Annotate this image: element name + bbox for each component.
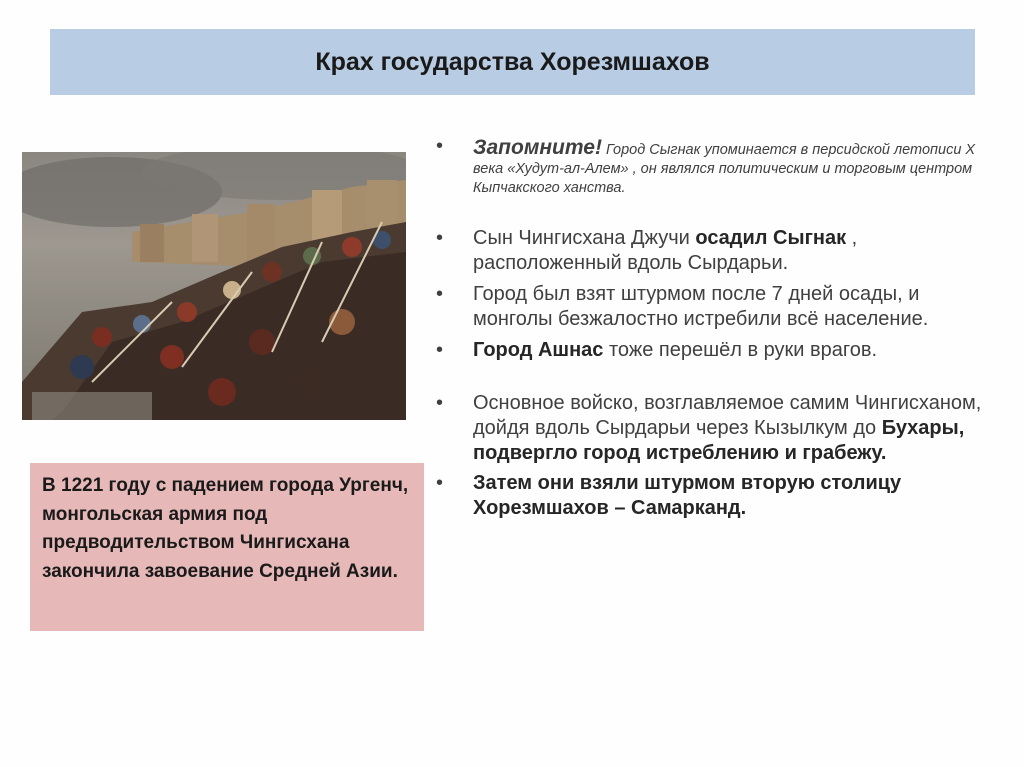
bullet-bold-text: осадил Сыгнак [695, 227, 847, 249]
bullet-siege-sygnak [430, 226, 1000, 276]
bullet-text: , расположенный вдоль Сырдарьи. [473, 227, 858, 274]
bullet-bold-text: Бухары, подвергло город истреблению и грабежу. [473, 417, 965, 464]
remember-lead: Запомните! [473, 136, 602, 159]
summary-note-text: В 1221 году с падением города Ургенч, монгольская армия под предводительством Чингисхана закончила завоевание Средней Азии. [42, 475, 409, 582]
bullet-ashnas [430, 338, 1000, 363]
bullet-remember [430, 138, 1000, 198]
bullet-bold-text: Затем они взяли штурмом вторую столицу Хорезмшахов – Самарканд. [473, 472, 902, 519]
bullet-text: Сын Чингисхана Джучи [473, 227, 696, 249]
bullet-bold-text: Город Ашнас [473, 339, 604, 361]
summary-note-box [30, 463, 424, 631]
bullet-list [430, 138, 1000, 521]
remember-text: Город Сыгнак упоминается в персидской летописи X века «Худут-ал-Алем» , он являлся политическим и торговым центром Кыпчакского ханства. [473, 142, 976, 196]
bullet-text: Город был взят штурмом после 7 дней осады, и монголы безжалостно истребили всё население. [473, 283, 929, 330]
bullet-text: Основное войско, возглавляемое самим Чингисханом, дойдя вдоль Сырдарьи через Кызылкум до [473, 392, 982, 439]
title-band [50, 29, 975, 95]
battle-painting-image [22, 152, 406, 420]
slide-title: Крах государства Хорезмшахов [315, 47, 710, 76]
bullet-samarkand [430, 471, 1000, 521]
bullet-text: тоже перешёл в руки врагов. [603, 339, 878, 361]
bullet-bukhara [430, 391, 1000, 466]
bullet-city-taken [430, 282, 1000, 332]
battle-painting-illustration [22, 152, 406, 420]
